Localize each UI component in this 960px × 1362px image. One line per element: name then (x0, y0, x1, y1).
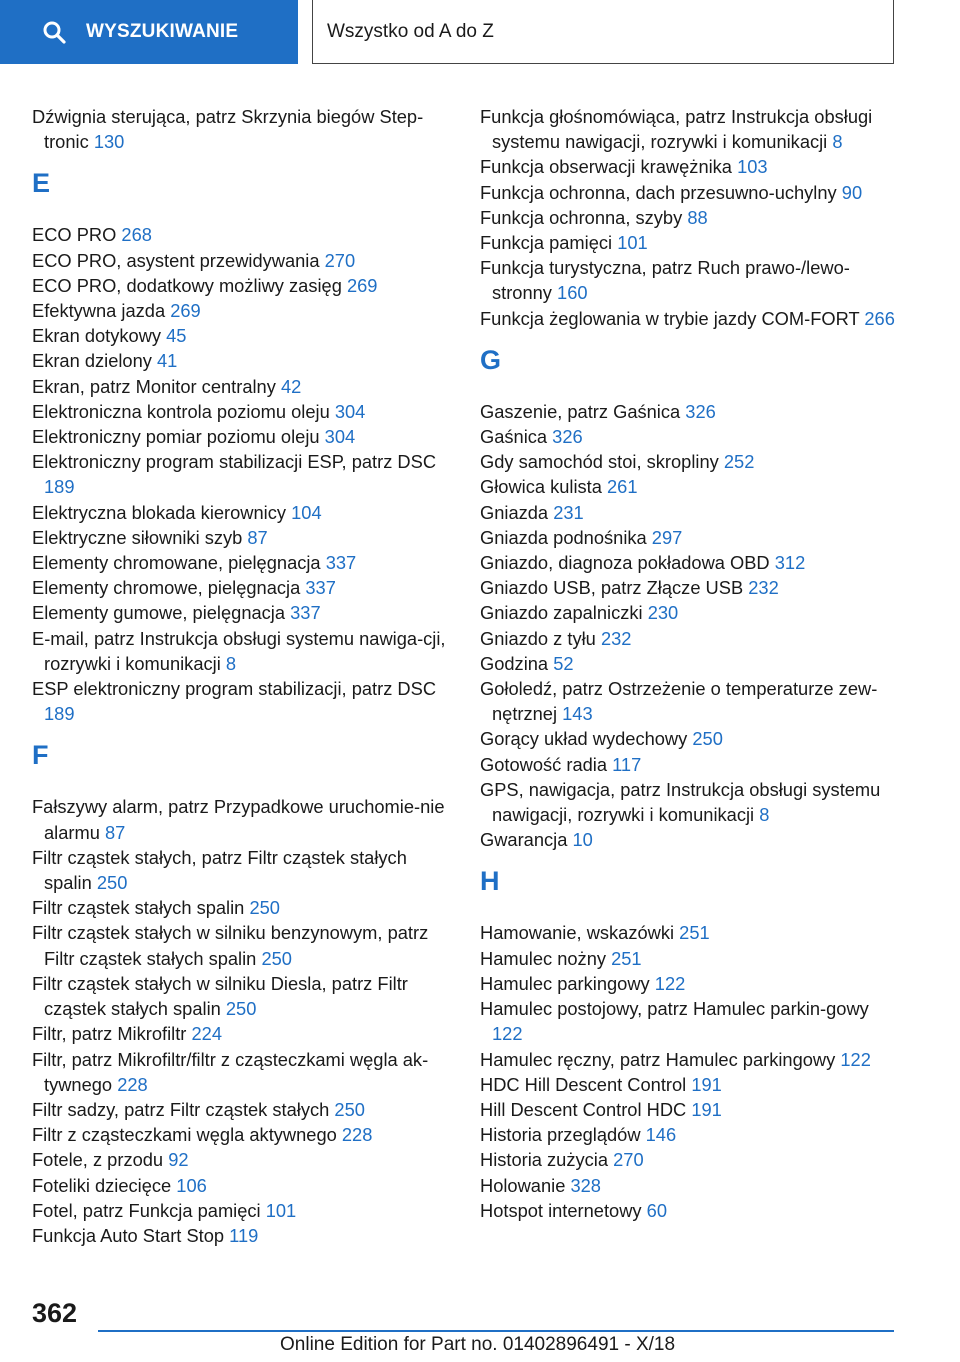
index-entry (480, 1097, 900, 1122)
index-entry-text: Funkcja głośnomówiąca, patrz Instrukcja obsługi systemu nawigacji, rozrywki i komunikacji (480, 106, 873, 153)
index-entry-text: Gniazdo z tyłu (480, 627, 596, 649)
index-entry-text: Fotele, z przodu (32, 1149, 164, 1171)
page-link[interactable]: 337 (305, 577, 336, 599)
page-link[interactable]: 8 (225, 652, 237, 674)
page-link[interactable]: 250 (249, 897, 280, 919)
index-entry (480, 676, 900, 726)
index-entry-text: Elektroniczny pomiar poziomu oleju (32, 426, 320, 448)
index-entry (480, 920, 900, 945)
index-entry (480, 104, 900, 154)
index-entry (32, 600, 452, 625)
index-entry (480, 1173, 900, 1198)
index-entry-text: GPS, nawigacja, patrz Instrukcja obsługi systemu nawigacji, rozrywki i komunikacji (480, 778, 881, 826)
index-entry (480, 399, 900, 424)
index-entry (480, 449, 900, 474)
index-entry-text: HDC Hill Descent Control (480, 1073, 687, 1095)
page-link[interactable]: 189 (44, 703, 75, 725)
index-entry-text: Elementy chromowe, pielęgnacja (32, 577, 301, 599)
index-entry-text: Efektywna jazda (32, 300, 166, 322)
index-entry (480, 1072, 900, 1097)
page-link[interactable]: 268 (121, 224, 152, 246)
section-letter: H (480, 866, 500, 897)
page-link[interactable]: 42 (280, 375, 302, 397)
index-entry (480, 971, 900, 996)
index-entry (480, 1198, 900, 1223)
page-link[interactable]: 122 (492, 1023, 523, 1045)
search-button-label: WYSZUKIWANIE (86, 21, 239, 42)
index-entry-text: Godzina (480, 652, 549, 674)
index-entry (32, 895, 452, 920)
index-entry-text: Filtr cząstek stałych spalin (32, 897, 245, 919)
index-entry-text: Elektryczne siłowniki szyb (32, 526, 243, 548)
page-link[interactable]: 261 (607, 476, 638, 498)
index-column-right (480, 104, 900, 1223)
index-entry (480, 154, 900, 179)
index-entry (32, 323, 452, 348)
index-entry (32, 374, 452, 399)
index-entry-text: Hotspot internetowy (480, 1199, 642, 1221)
index-entry (32, 248, 452, 273)
page-link[interactable]: 122 (840, 1048, 871, 1070)
index-entry (480, 1047, 900, 1072)
index-entry (32, 1173, 452, 1198)
page-link[interactable]: 251 (611, 947, 642, 969)
index-entry-text: Ekran dotykowy (32, 325, 162, 347)
page-link[interactable]: 252 (723, 451, 755, 473)
page-link[interactable]: 191 (691, 1098, 722, 1120)
page-link[interactable]: 103 (737, 156, 768, 178)
page-link[interactable]: 232 (748, 577, 779, 599)
index-entry-text: Filtr z cząsteczkami węgla aktywnego (32, 1124, 337, 1146)
index-entry (480, 474, 900, 499)
index-entry (32, 1122, 452, 1147)
page-link[interactable]: 119 (229, 1224, 259, 1246)
index-entry (32, 550, 452, 575)
index-entry-text: ESP elektroniczny program stabilizacji, patrz DSC (32, 678, 437, 700)
index-entry-text: Elektroniczny program stabilizacji ESP, patrz DSC (32, 451, 437, 473)
section-letter: G (480, 344, 502, 375)
index-entry (480, 726, 900, 751)
page-link[interactable]: 328 (570, 1174, 601, 1196)
index-entry-text: Ekran dzielony (32, 350, 152, 372)
page-link[interactable]: 297 (651, 526, 683, 548)
page-link[interactable]: 130 (93, 131, 125, 153)
page-link[interactable]: 304 (324, 426, 356, 448)
page-link[interactable]: 230 (647, 602, 679, 624)
page-link[interactable]: 143 (562, 703, 593, 725)
index-entry-text: Gniazda podnośnika (480, 526, 647, 548)
search-icon (42, 20, 66, 44)
footer-divider (98, 1330, 894, 1332)
index-entry-text: Gniazda (480, 501, 549, 523)
index-entry (480, 550, 900, 575)
page-link[interactable]: 104 (291, 501, 322, 523)
index-entry-text: Głowica kulista (480, 476, 602, 498)
index-entry (32, 971, 452, 1021)
index-entry-text: Hamulec parkingowy (480, 972, 650, 994)
page-link[interactable]: 231 (553, 501, 584, 523)
index-entry (480, 827, 900, 852)
index-entry-text: ECO PRO, dodatkowy możliwy zasięg (32, 274, 342, 296)
index-entry (480, 575, 900, 600)
index-entry-text: Hamulec postojowy, patrz Hamulec parkin‐gowy (480, 998, 869, 1020)
page-link[interactable]: 326 (685, 400, 716, 422)
page-link[interactable]: 87 (104, 821, 126, 843)
index-entry (32, 525, 452, 550)
index-entry (480, 424, 900, 449)
page-link[interactable]: 88 (687, 206, 708, 228)
page-number: 362 (32, 1298, 78, 1328)
index-entry-text: Hamulec ręczny, patrz Hamulec parkingowy (480, 1048, 836, 1070)
index-entry (480, 205, 900, 230)
index-entry (32, 794, 452, 844)
page-link[interactable]: 337 (290, 602, 321, 624)
page-link[interactable]: 250 (334, 1098, 365, 1120)
page-link[interactable]: 10 (572, 829, 593, 851)
page-link[interactable]: 90 (841, 181, 863, 203)
index-entry-text: Historia zużycia (480, 1149, 609, 1171)
page-link[interactable]: 266 (864, 307, 895, 329)
page-link[interactable]: 92 (168, 1149, 189, 1171)
index-entry-text: Filtr sadzy, patrz Filtr cząstek stałych (32, 1098, 330, 1120)
index-entry-text: E-mail, patrz Instrukcja obsługi systemu nawiga‐cji, rozrywki i komunikacji (32, 627, 446, 674)
page-link[interactable]: 250 (96, 872, 128, 894)
index-entry-text: Gniazdo USB, patrz Złącze USB (480, 577, 744, 599)
index-entry-text: Gniazdo zapalniczki (480, 602, 643, 624)
page-link[interactable]: 52 (553, 652, 574, 674)
index-entry-text: Funkcja Auto Start Stop (32, 1224, 225, 1246)
index-entry-text: Fałszywy alarm, patrz Przypadkowe uruchomie‐nie alarmu (32, 796, 445, 843)
index-entry-text: Fotel, patrz Funkcja pamięci (32, 1199, 261, 1221)
index-entry-text: Filtr, patrz Mikrofiltr (32, 1023, 187, 1045)
page-link[interactable]: 106 (176, 1174, 207, 1196)
breadcrumb-label: Wszystko od A do Z (327, 20, 494, 42)
page-link[interactable]: 251 (679, 922, 710, 944)
index-entry (32, 845, 452, 895)
page-link[interactable]: 312 (774, 552, 806, 574)
index-entry (480, 306, 900, 331)
page-link[interactable]: 160 (557, 282, 588, 304)
index-entry-text: Gaszenie, patrz Gaśnica (480, 400, 681, 422)
search-button[interactable] (0, 0, 298, 64)
page-link[interactable]: 101 (265, 1199, 297, 1221)
index-entry-text: Filtr cząstek stałych w silniku benzynowym, patrz Filtr cząstek stałych spalin (32, 922, 429, 969)
index-entry-text: ECO PRO (32, 224, 117, 246)
page-link[interactable]: 224 (191, 1023, 222, 1045)
index-entry-text: Gotowość radia (480, 753, 608, 775)
page-link[interactable]: 122 (654, 972, 686, 994)
page-link[interactable]: 250 (692, 728, 723, 750)
index-entry-text: Filtr, patrz Mikrofiltr/filtr z cząsteczkami węgla ak‐tywnego (32, 1048, 429, 1095)
section-letter: F (32, 740, 49, 771)
index-entry-text: Hamowanie, wskazówki (480, 922, 675, 944)
index-entry (480, 525, 900, 550)
index-entry-text: Filtr cząstek stałych, patrz Filtr cząstek stałych spalin (32, 846, 407, 894)
page-link[interactable]: 87 (247, 526, 268, 548)
page-link[interactable]: 228 (117, 1073, 148, 1095)
section-letter: E (32, 168, 51, 199)
index-entry-text: Gaśnica (480, 426, 548, 448)
index-entry (480, 1147, 900, 1172)
index-entry (32, 273, 452, 298)
footer-edition-text: Online Edition for Part no. 01402896491 - X/18 (280, 1334, 676, 1355)
index-entry (32, 1097, 452, 1122)
index-entry (32, 104, 452, 154)
index-entry (32, 626, 452, 676)
index-entry-text: Holowanie (480, 1174, 566, 1196)
index-entry (32, 348, 452, 373)
index-entry (32, 1021, 452, 1046)
index-entry (32, 222, 452, 247)
page-link[interactable]: 60 (646, 1199, 668, 1221)
index-entry-text: Hill Descent Control HDC (480, 1098, 687, 1120)
index-entry (480, 777, 900, 827)
index-entry-text: Gołoledź, patrz Ostrzeżenie o temperaturze zew‐nętrznej (480, 678, 878, 725)
page-link[interactable]: 269 (170, 300, 201, 322)
index-entry-text: Funkcja ochronna, dach przesuwno-uchylny (480, 181, 837, 203)
index-entry (480, 651, 900, 676)
index-entry (32, 575, 452, 600)
page-link[interactable]: 41 (157, 350, 178, 372)
index-entry-text: Foteliki dziecięce (32, 1174, 172, 1196)
index-entry-text: Gniazdo, diagnoza pokładowa OBD (480, 552, 770, 574)
index-entry-text: Dźwignia sterująca, patrz Skrzynia biegów Step‐tronic (32, 106, 424, 153)
page-link[interactable]: 191 (691, 1073, 722, 1095)
index-entry (480, 946, 900, 971)
index-entry-text: Elektryczna blokada kierownicy (32, 501, 287, 523)
index-column-left (32, 104, 452, 1248)
index-entry (32, 920, 452, 970)
page-link[interactable]: 189 (44, 476, 75, 498)
index-entry-text: Elementy gumowe, pielęgnacja (32, 602, 286, 624)
index-entry (480, 500, 900, 525)
index-entry-text: Gdy samochód stoi, skropliny (480, 451, 719, 473)
index-entry (480, 180, 900, 205)
page-link[interactable]: 45 (166, 325, 187, 347)
index-entry (480, 600, 900, 625)
page-link[interactable]: 101 (617, 232, 648, 254)
page-link[interactable]: 250 (261, 947, 292, 969)
page-link[interactable]: 326 (552, 426, 583, 448)
page-link[interactable]: 8 (832, 131, 843, 153)
index-entry-text: Hamulec nożny (480, 947, 606, 969)
index-entry-text: Funkcja ochronna, szyby (480, 206, 683, 228)
index-entry (32, 424, 452, 449)
page-link[interactable]: 228 (341, 1124, 373, 1146)
header-bar (0, 0, 960, 66)
index-entry (32, 676, 452, 726)
index-entry (32, 298, 452, 323)
index-entry (32, 1147, 452, 1172)
index-entry (32, 449, 452, 499)
index-entry-text: Elementy chromowane, pielęgnacja (32, 552, 321, 574)
page-link[interactable]: 250 (225, 998, 257, 1020)
index-entry-text: Funkcja żeglowania w trybie jazdy COM‐FORT (480, 307, 860, 329)
index-entry-text: Filtr cząstek stałych w silniku Diesla, patrz Filtr cząstek stałych spalin (32, 972, 408, 1020)
index-entry-text: ECO PRO, asystent przewidywania (32, 249, 320, 271)
index-entry (480, 255, 900, 305)
index-entry (480, 230, 900, 255)
index-entry (32, 1198, 452, 1223)
page-link[interactable]: 269 (346, 274, 378, 296)
index-entry-text: Funkcja obserwacji krawężnika (480, 156, 732, 178)
index-entry (32, 1047, 452, 1097)
index-entry (480, 752, 900, 777)
page-link[interactable]: 8 (759, 804, 770, 826)
index-entry (32, 399, 452, 424)
page-link[interactable]: 270 (613, 1149, 644, 1171)
index-entry-text: Historia przeglądów (480, 1124, 641, 1146)
index-entry (480, 1122, 900, 1147)
index-entry-text: Elektroniczna kontrola poziomu oleju (32, 400, 330, 422)
index-entry-text: Funkcja pamięci (480, 232, 613, 254)
page-link[interactable]: 304 (334, 400, 366, 422)
index-entry-text: Funkcja turystyczna, patrz Ruch prawo-/lewo‐stronny (480, 257, 850, 304)
index-entry (480, 626, 900, 651)
index-entry-text: Gorący układ wydechowy (480, 728, 688, 750)
page-link[interactable]: 146 (645, 1124, 677, 1146)
page-link[interactable]: 232 (600, 627, 632, 649)
index-entry (32, 1223, 452, 1248)
index-entry-text: Gwarancja (480, 829, 568, 851)
index-entry (32, 500, 452, 525)
page-link[interactable]: 117 (612, 753, 642, 775)
page-link[interactable]: 270 (324, 249, 356, 271)
index-entry (480, 996, 900, 1046)
index-entry-text: Ekran, patrz Monitor centralny (32, 375, 276, 397)
page-link[interactable]: 337 (325, 552, 357, 574)
breadcrumb[interactable] (312, 0, 894, 64)
